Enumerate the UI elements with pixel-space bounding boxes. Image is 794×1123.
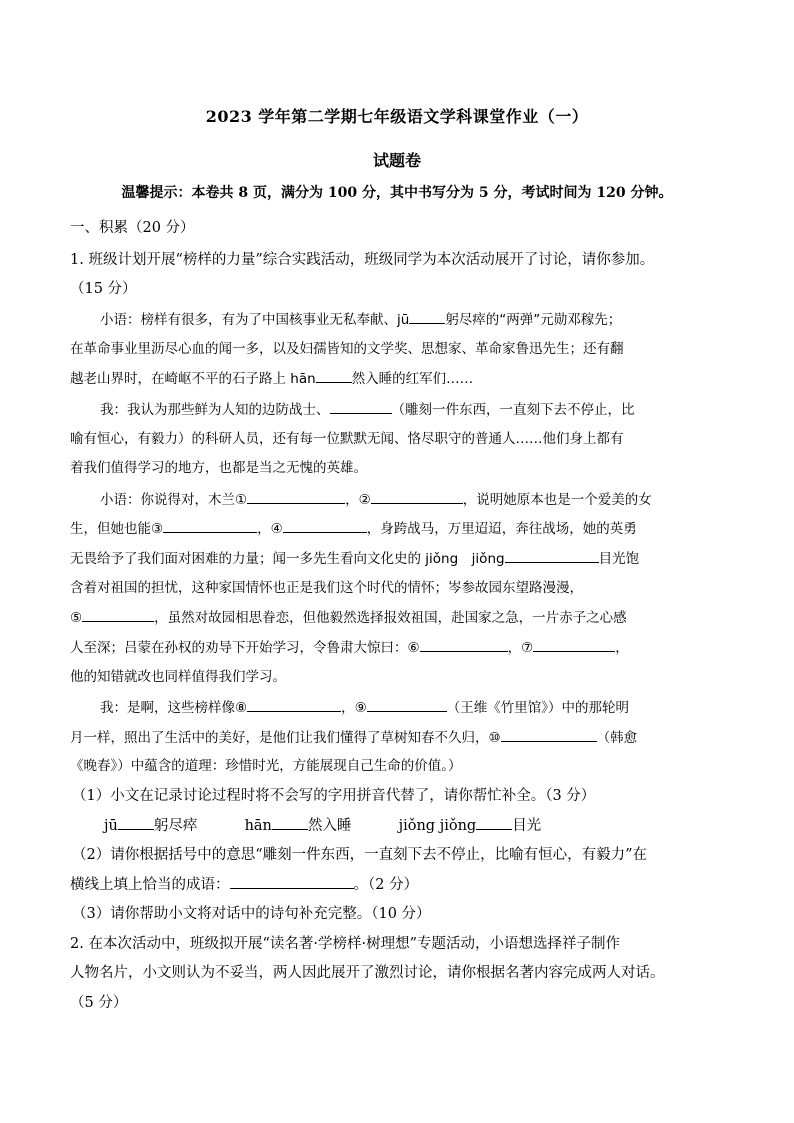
page-subtitle: 试题卷 bbox=[372, 151, 421, 170]
q1-p2-line3: 着我们值得学习的地方，也都是当之无愧的英雄。 bbox=[70, 460, 367, 476]
answer-blank[interactable] bbox=[330, 399, 392, 414]
answer-blank[interactable] bbox=[118, 815, 154, 830]
word-1: 躬尽瘁 bbox=[153, 818, 198, 834]
pinyin-1: jū bbox=[104, 818, 118, 834]
pinyin-3: jiǒng jiǒng bbox=[398, 818, 477, 834]
q1-p1-line3 bbox=[70, 368, 473, 389]
text: ， bbox=[615, 640, 629, 656]
answer-blank[interactable] bbox=[409, 309, 445, 324]
q1-sub1: （1）小文在记录讨论过程时将不会写的字用拼音代替了，请你帮忙补全。（3 分） bbox=[72, 788, 596, 804]
q1-p3-line3 bbox=[70, 548, 639, 569]
q1-p3-line1 bbox=[100, 489, 652, 510]
q2-line3: （5 分） bbox=[70, 995, 128, 1011]
pinyin-2: hān bbox=[244, 818, 272, 834]
text: 躬尽瘁的“两弹”元勋邓稼先； bbox=[445, 312, 622, 328]
q1-p1-line1 bbox=[100, 309, 621, 330]
q1-sub2-line1: （2）请你根据括号中的意思“雕刻一件东西，一直刻下去不停止，比喻有恒心，有毅力”在 bbox=[72, 847, 648, 863]
q1-sub3: （3）请你帮助小文将对话中的诗句补充完整。（10 分） bbox=[72, 906, 431, 922]
text: 然入睡的红军们…… bbox=[351, 371, 474, 387]
answer-blank[interactable] bbox=[272, 815, 308, 830]
q1-p1-line2: 在革命事业里沥尽心血的闻一多，以及妇孺皆知的文学奖、思想家、革命家鲁迅先生；还有翻 bbox=[70, 341, 624, 357]
answer-blank[interactable] bbox=[247, 489, 345, 504]
answer-blank[interactable] bbox=[533, 637, 615, 652]
text: 月一样，照出了生活中的美好，是他们让我们懂得了草树知春不久归，⑩ bbox=[70, 730, 501, 746]
q1-p3-line2 bbox=[70, 518, 637, 539]
text: ，② bbox=[345, 492, 371, 508]
q2-line2: 人物名片，小文则认为不妥当，两人因此展开了激烈讨论，请你根据名著内容完成两人对话。 bbox=[70, 965, 665, 981]
text: 我：我认为那些鲜为人知的边防战士、 bbox=[100, 402, 330, 418]
answer-blank[interactable] bbox=[367, 697, 447, 712]
word-3: 目光 bbox=[512, 818, 542, 834]
answer-blank[interactable] bbox=[230, 874, 354, 889]
text: 。（2 分） bbox=[353, 877, 419, 893]
text: ，⑨ bbox=[341, 700, 367, 716]
answer-blank[interactable] bbox=[316, 368, 352, 383]
q1-p4-line2 bbox=[70, 727, 637, 748]
answer-blank[interactable] bbox=[476, 815, 512, 830]
text: ，④ bbox=[257, 521, 283, 537]
word-2: 然入睡 bbox=[307, 818, 352, 834]
text: 目光饱 bbox=[598, 551, 640, 567]
text: 人至深；吕蒙在孙权的劝导下开始学习，令鲁肃大惊曰：⑥ bbox=[70, 640, 420, 656]
text: （王维《竹里馆》）中的那轮明 bbox=[446, 700, 629, 716]
answer-blank[interactable] bbox=[420, 637, 508, 652]
q1-p4-line3: 《晚春》）中蕴含的道理：珍惜时光，方能展现自己生命的价值。） bbox=[70, 758, 462, 774]
text: 小语：榜样有很多，有为了中国核事业无私奉献、jū bbox=[100, 312, 410, 328]
text: ⑤ bbox=[70, 610, 83, 626]
q1-stem-line1: 1. 班级计划开展“榜样的力量”综合实践活动，班级同学为本次活动展开了讨论，请你参加。 bbox=[70, 252, 655, 268]
q2-line1: 2. 在本次活动中，班级拟开展“读名著·学榜样·树理想”专题活动，小语想选择祥子制作 bbox=[70, 936, 620, 952]
q1-p2-line1 bbox=[100, 399, 635, 420]
exam-tip: 温馨提示：本卷共 8 页，满分为 100 分，其中书写分为 5 分，考试时间为 120 分钟。 bbox=[121, 185, 673, 201]
text: 生，但她也能③ bbox=[70, 521, 164, 537]
text: 我：是啊，这些榜样像⑧ bbox=[100, 700, 248, 716]
text: ，说明她原本也是一个爱美的女 bbox=[462, 492, 652, 508]
text: 越老山界时，在崎岖不平的石子路上 hān bbox=[70, 371, 316, 387]
q1-sub2-line2 bbox=[70, 874, 418, 895]
text: ，身跨战马，万里迢迢，奔往战场，她的英勇 bbox=[366, 521, 637, 537]
answer-blank[interactable] bbox=[505, 548, 599, 563]
answer-blank[interactable] bbox=[371, 489, 463, 504]
q1-stem-line2: （15 分） bbox=[70, 281, 137, 297]
q1-p3-line6 bbox=[70, 637, 629, 658]
page-title: 2023 学年第二学期七年级语文学科课堂作业（一） bbox=[205, 107, 589, 126]
text: （韩愈 bbox=[596, 730, 638, 746]
text: （雕刻一件东西，一直刻下去不停止，比 bbox=[391, 402, 635, 418]
answer-blank[interactable] bbox=[283, 518, 367, 533]
answer-blank[interactable] bbox=[163, 518, 257, 533]
q1-p4-line1 bbox=[100, 697, 629, 718]
text: 横线上填上恰当的成语： bbox=[70, 877, 230, 893]
q1-p2-line2: 喻有恒心，有毅力）的科研人员，还有每一位默默无闻、恪尽职守的普通人……他们身上都有 bbox=[70, 431, 624, 447]
section-heading: 一、积累（20 分） bbox=[70, 220, 195, 236]
q1-p3-line5 bbox=[70, 607, 627, 628]
text: ，⑦ bbox=[507, 640, 534, 656]
text: 小语：你说得对，木兰① bbox=[100, 492, 248, 508]
q1-sub1-answers bbox=[104, 815, 541, 836]
q1-p3-line4: 含着对祖国的担忧，这种家国情怀也正是我们这个时代的情怀；岑参故园东望路漫漫， bbox=[70, 580, 583, 596]
text: ，虽然对故园相思眷恋，但他毅然选择报效祖国，赴国家之急，一片赤子之心感 bbox=[154, 610, 627, 626]
text: 无畏给予了我们面对困难的力量；闻一多先生看向文化史的 jiǒng jiǒng bbox=[70, 551, 505, 567]
q1-p3-line7: 他的知错就改也同样值得我们学习。 bbox=[70, 669, 286, 685]
answer-blank[interactable] bbox=[501, 727, 597, 742]
answer-blank[interactable] bbox=[82, 607, 154, 622]
answer-blank[interactable] bbox=[247, 697, 341, 712]
